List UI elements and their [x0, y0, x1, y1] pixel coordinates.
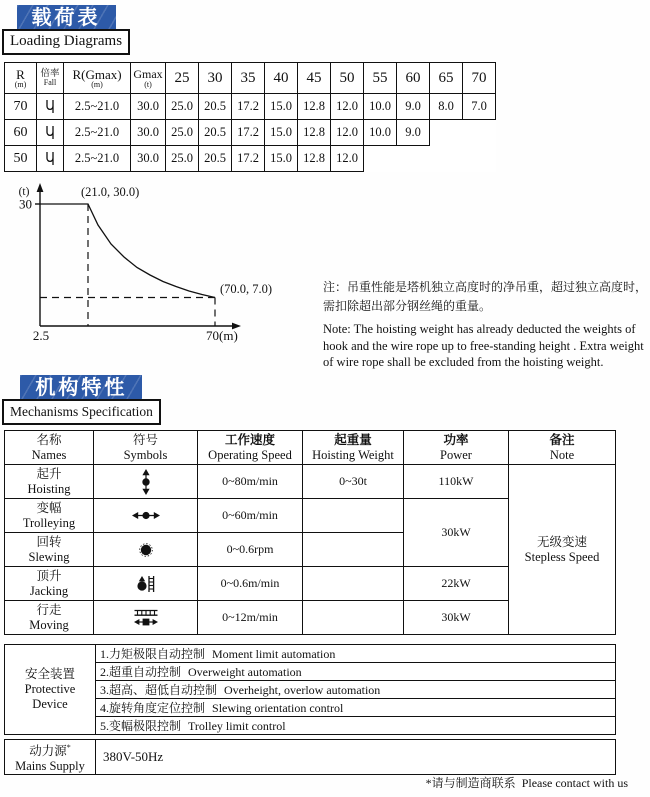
- mech-weight-cell: [303, 533, 404, 567]
- loading-badge-en-title: Loading Diagrams: [2, 29, 130, 55]
- col-header-hoisting-weight: 起重量 Hoisting Weight: [303, 431, 404, 465]
- mains-supply-label-cell: 动力源* Mains Supply: [5, 740, 96, 775]
- x-origin-label: 2.5: [32, 328, 50, 343]
- range-cell: 2.5~21.0: [64, 94, 131, 120]
- page-footer: [318, 774, 628, 791]
- capacity-cell: 12.8: [298, 120, 331, 146]
- col-header-names: 名称 Names: [5, 431, 94, 465]
- capacity-cell: 20.5: [199, 94, 232, 120]
- footer-cn: *请与制造商联系: [425, 776, 516, 790]
- capacity-curve: [40, 204, 215, 298]
- fall-hook-icon: [37, 120, 64, 146]
- mains-supply-row: [5, 740, 616, 775]
- safety-row-3: [5, 681, 616, 699]
- capacity-cell: 15.0: [265, 146, 298, 172]
- radius-cell: 60: [5, 120, 37, 146]
- capacity-cell: 17.2: [232, 94, 265, 120]
- loading-table-header-row: [5, 63, 496, 94]
- col-header-rgmax: R(Gmax) (m): [64, 63, 131, 94]
- footnote-asterisk: *: [66, 743, 71, 752]
- capacity-cell: 15.0: [265, 94, 298, 120]
- radius-cell: 50: [5, 146, 37, 172]
- capacity-cell: 17.2: [232, 146, 265, 172]
- safety-item-cell: 1.力矩极限自动控制 Moment limit automation: [96, 645, 616, 663]
- x-end-label: 70(m): [206, 328, 238, 343]
- mechanisms-badge-en-title: Mechanisms Specification: [2, 399, 161, 425]
- capacity-cell: 20.5: [199, 146, 232, 172]
- note-en-line1: Note: The hoisting weight has already deducted the weights of: [323, 322, 636, 336]
- mechanisms-header-row: [5, 431, 616, 465]
- col-header-operating-speed: 工作速度 Operating Speed: [198, 431, 303, 465]
- mains-supply-table: [4, 739, 616, 775]
- radius-cell: 70: [5, 94, 37, 120]
- capacity-cell: 12.0: [331, 146, 364, 172]
- note-cn-line1: 注：吊重性能是塔机独立高度时的净吊重，超过独立高度时，: [323, 280, 648, 294]
- mech-speed-cell: 0~12m/min: [198, 601, 303, 635]
- loading-row-70: [5, 94, 496, 120]
- y-axis-arrow: [37, 183, 44, 192]
- safety-row-4: [5, 699, 616, 717]
- col-header-35: 35: [232, 63, 265, 94]
- safety-item-cell: 3.超高、超低自动控制 Overheight, overlow automation: [96, 681, 616, 699]
- mech-weight-cell: [303, 567, 404, 601]
- note-cn-line2: 需扣除超出部分钢丝绳的重量。: [323, 299, 492, 313]
- col-header-power: 功率 Power: [404, 431, 509, 465]
- mech-power-cell: 30kW: [404, 499, 509, 567]
- mech-speed-cell: 0~60m/min: [198, 499, 303, 533]
- capacity-cell: 12.0: [331, 120, 364, 146]
- capacity-cell: 25.0: [166, 146, 199, 172]
- gmax-cell: 30.0: [131, 94, 166, 120]
- capacity-cell: 25.0: [166, 94, 199, 120]
- trolleying-icon: [94, 499, 198, 533]
- col-header-note: 备注 Note: [509, 431, 616, 465]
- capacity-cell: 10.0: [364, 94, 397, 120]
- gmax-cell: 30.0: [131, 120, 166, 146]
- empty-region: [364, 146, 496, 172]
- col-header-symbols: 符号 Symbols: [94, 431, 198, 465]
- safety-item-cell: 5.变幅极限控制 Trolley limit control: [96, 717, 616, 735]
- loading-diagrams-badge: [2, 5, 130, 55]
- mech-weight-cell: [303, 601, 404, 635]
- capacity-cell: 12.8: [298, 94, 331, 120]
- slewing-icon: [94, 533, 198, 567]
- mech-weight-cell: [303, 499, 404, 533]
- capacity-cell: 25.0: [166, 120, 199, 146]
- fall-hook-icon: [37, 94, 64, 120]
- capacity-cell: 15.0: [265, 120, 298, 146]
- note-en-line3: of wire rope shall be excluded from the hoisting weight.: [323, 355, 604, 369]
- capacity-cell: 12.0: [331, 94, 364, 120]
- fall-hook-icon: [37, 146, 64, 172]
- col-header-45: 45: [298, 63, 331, 94]
- mech-power-cell: 22kW: [404, 567, 509, 601]
- capacity-cell: 20.5: [199, 120, 232, 146]
- safety-row-2: [5, 663, 616, 681]
- range-cell: 2.5~21.0: [64, 146, 131, 172]
- y-axis-unit-label: (t): [18, 186, 30, 198]
- col-header-50: 50: [331, 63, 364, 94]
- jacking-icon: [94, 567, 198, 601]
- mech-weight-cell: 0~30t: [303, 465, 404, 499]
- mech-power-cell: 30kW: [404, 601, 509, 635]
- col-header-65: 65: [430, 63, 463, 94]
- mechanisms-table: [4, 430, 616, 635]
- peak-annotation: (21.0, 30.0): [81, 185, 140, 199]
- loading-badge-cn-title: 载荷表: [17, 5, 116, 29]
- col-header-fall: 倍率 Fall: [37, 63, 64, 94]
- col-header-40: 40: [265, 63, 298, 94]
- stepless-speed-note-cell: 无级变速 Stepless Speed: [509, 465, 616, 635]
- hoisting-icon: [94, 465, 198, 499]
- note-en-line2: hook and the wire rope up to free-standing height . Extra weight: [323, 338, 644, 353]
- safety-item-cell: 2.超重自动控制 Overweight automation: [96, 663, 616, 681]
- capacity-cell: 9.0: [397, 120, 430, 146]
- capacity-cell: 17.2: [232, 120, 265, 146]
- capacity-cell: 12.8: [298, 146, 331, 172]
- mech-power-cell: 110kW: [404, 465, 509, 499]
- mech-speed-cell: 0~80m/min: [198, 465, 303, 499]
- loading-row-60: [5, 120, 496, 146]
- loading-table: [4, 62, 496, 172]
- mech-speed-cell: 0~0.6rpm: [198, 533, 303, 567]
- safety-row-1: [5, 645, 616, 663]
- col-header-70: 70: [463, 63, 496, 94]
- mech-name-cell: 顶升 Jacking: [5, 567, 94, 601]
- safety-item-cell: 4.旋转角度定位控制 Slewing orientation control: [96, 699, 616, 717]
- mech-name-cell: 起升 Hoisting: [5, 465, 94, 499]
- mains-supply-value-cell: 380V-50Hz: [96, 740, 616, 775]
- col-header-gmax: Gmax (t): [131, 63, 166, 94]
- range-cell: 2.5~21.0: [64, 120, 131, 146]
- loading-row-50: [5, 146, 496, 172]
- tip-annotation: (70.0, 7.0): [220, 282, 273, 296]
- mechanisms-badge-cn-title: 机构特性: [20, 375, 142, 399]
- safety-label-cell: 安全装置 Protective Device: [5, 645, 96, 735]
- footer-en: Please contact with us: [521, 776, 628, 790]
- gmax-cell: 30.0: [131, 146, 166, 172]
- y-tick-30-label: 30: [19, 196, 32, 212]
- capacity-cell: 7.0: [463, 94, 496, 120]
- col-header-radius: R (m): [5, 63, 37, 94]
- capacity-cell: 8.0: [430, 94, 463, 120]
- safety-row-5: [5, 717, 616, 735]
- safety-device-table: [4, 644, 616, 735]
- mechanisms-badge: [2, 375, 161, 425]
- mech-name-cell: 行走 Moving: [5, 601, 94, 635]
- mech-speed-cell: 0~0.6m/min: [198, 567, 303, 601]
- hoisting-weight-note: [323, 278, 650, 371]
- capacity-cell: 9.0: [397, 94, 430, 120]
- load-curve-chart: [10, 176, 320, 356]
- col-header-30: 30: [199, 63, 232, 94]
- col-header-55: 55: [364, 63, 397, 94]
- mech-name-cell: 变幅 Trolleying: [5, 499, 94, 533]
- capacity-cell: 10.0: [364, 120, 397, 146]
- empty-region: [430, 120, 496, 146]
- col-header-25: 25: [166, 63, 199, 94]
- mech-row-hoisting: [5, 465, 616, 499]
- moving-icon: [94, 601, 198, 635]
- col-header-60: 60: [397, 63, 430, 94]
- mech-name-cell: 回转 Slewing: [5, 533, 94, 567]
